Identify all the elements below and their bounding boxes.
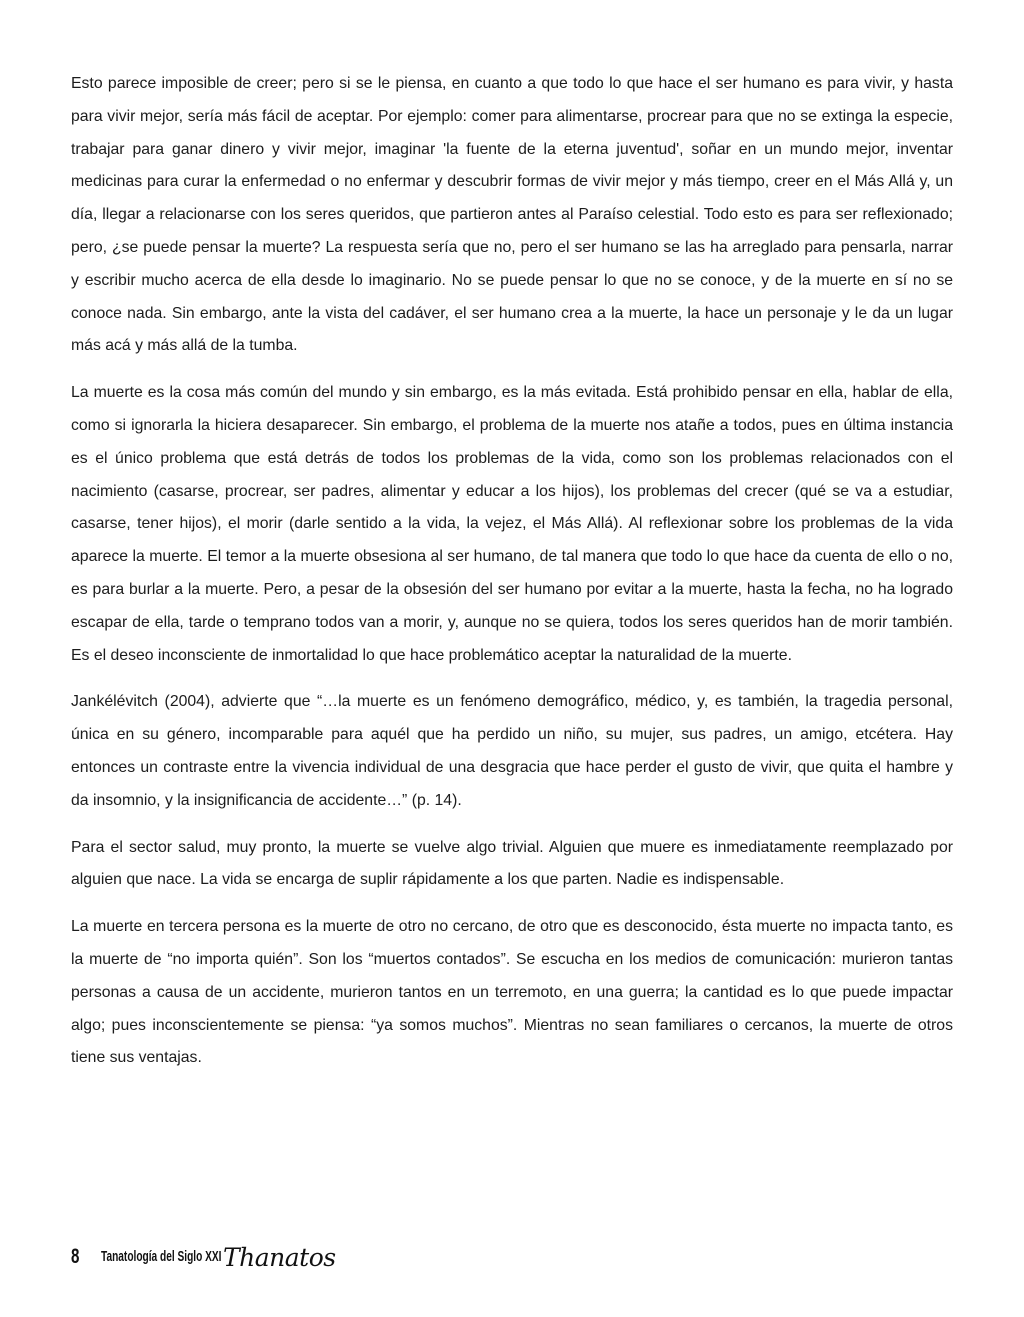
page-number: 8 — [71, 1245, 80, 1268]
article-body — [71, 68, 953, 1089]
paragraph-4: Para el sector salud, muy pronto, la muerte se vuelve algo trivial. Alguien que muere es inmediatamente reemplazado por alguien que nace. La vida se encarga de suplir rápidamente a los que parten. Nadie es indispensable. — [71, 838, 953, 889]
paragraph-2: La muerte es la cosa más común del mundo y sin embargo, es la más evitada. Está prohibido pensar en ella, hablar de ella, como si ignorarla la hiciera desaparecer. Sin embargo, el problema de la muerte nos atañe a todos, pues en última instancia es el único problema que está detrás de todos los problemas de la vida, como son los problemas relacionados con el nacimiento (casarse, procrear, ser padres, alimentar y educar a los hijos), los problemas del crecer (qué se va a estudiar, casarse, tener hijos), el morir (darle sentido a la vida, la vejez, el Más Allá). Al reflexionar sobre los problemas de la vida aparece la muerte. El temor a la muerte obsesiona al ser humano, de tal manera que todo lo que hace da cuenta de ello o no, es para burlar a la muerte. Pero, a pesar de la obsesión del ser humano por evitar a la muerte, hasta la fecha, no ha logrado escapar de ella, tarde o temprano todos van a morir, y, aunque no se quiera, todos los seres queridos han de morir también. Es el deseo inconsciente de inmortalidad lo que hace problemático aceptar la naturalidad de la muerte. — [71, 384, 953, 664]
paragraph-3: Jankélévitch (2004), advierte que “…la muerte es un fenómeno demográfico, médico, y, es también, la tragedia personal, única en su género, incomparable para aquél que ha perdido un niño, su mujer, sus padres, un amigo, etcétera. Hay entonces un contraste entre la vivencia individual de una desgracia que hace perder el gusto de vivir, que quita el hambre y da insomnio, y la insignificancia de accidente…” (p. 14). — [71, 693, 953, 809]
paragraph-1: Esto parece imposible de creer; pero si se le piensa, en cuanto a que todo lo que hace el ser humano es para vivir, y hasta para vivir mejor, sería más fácil de aceptar. Por ejemplo: comer para alimentarse, procrear para que no se extinga la especie, trabajar para ganar dinero y vivir mejor, imaginar 'la fuente de la eterna juventud', soñar en un mundo mejor, inventar medicinas para curar la enfermedad o no enfermar y descubrir formas de vivir mejor y más tiempo, creer en el Más Allá y, un día, llegar a relacionarse con los seres queridos, que partieron antes al Paraíso celestial. Todo esto es para ser reflexionado; pero, ¿se puede pensar la muerte? La respuesta sería que no, pero el ser humano se las ha arreglado para pensarla, narrar y escribir mucho acerca de ella desde lo imaginario. No se puede pensar lo que no se conoce, y de la muerte en sí no se conoce nada. Sin embargo, ante la vista del cadáver, el ser humano crea a la muerte, la hace un personaje y le da un lugar más acá y más allá de la tumba. — [71, 75, 953, 355]
journal-logo: Thanatos — [223, 1242, 336, 1272]
page-footer — [71, 1240, 336, 1274]
paragraph-5: La muerte en tercera persona es la muerte de otro no cercano, de otro que es desconocido, ésta muerte no impacta tanto, es la muerte de “no importa quién”. Son los “muertos contados”. Se escucha en los medios de comunicación: murieron tantas personas a causa de un accidente, murieron tantos en un terremoto, en una guerra; la cantidad es lo que puede impactar algo; pues inconscientemente se piensa: “ya somos muchos”. Mientras no sean familiares o cercanos, la muerte de otros tiene sus ventajas. — [71, 918, 953, 1067]
journal-title: Tanatología del Siglo XXI — [101, 1249, 222, 1265]
